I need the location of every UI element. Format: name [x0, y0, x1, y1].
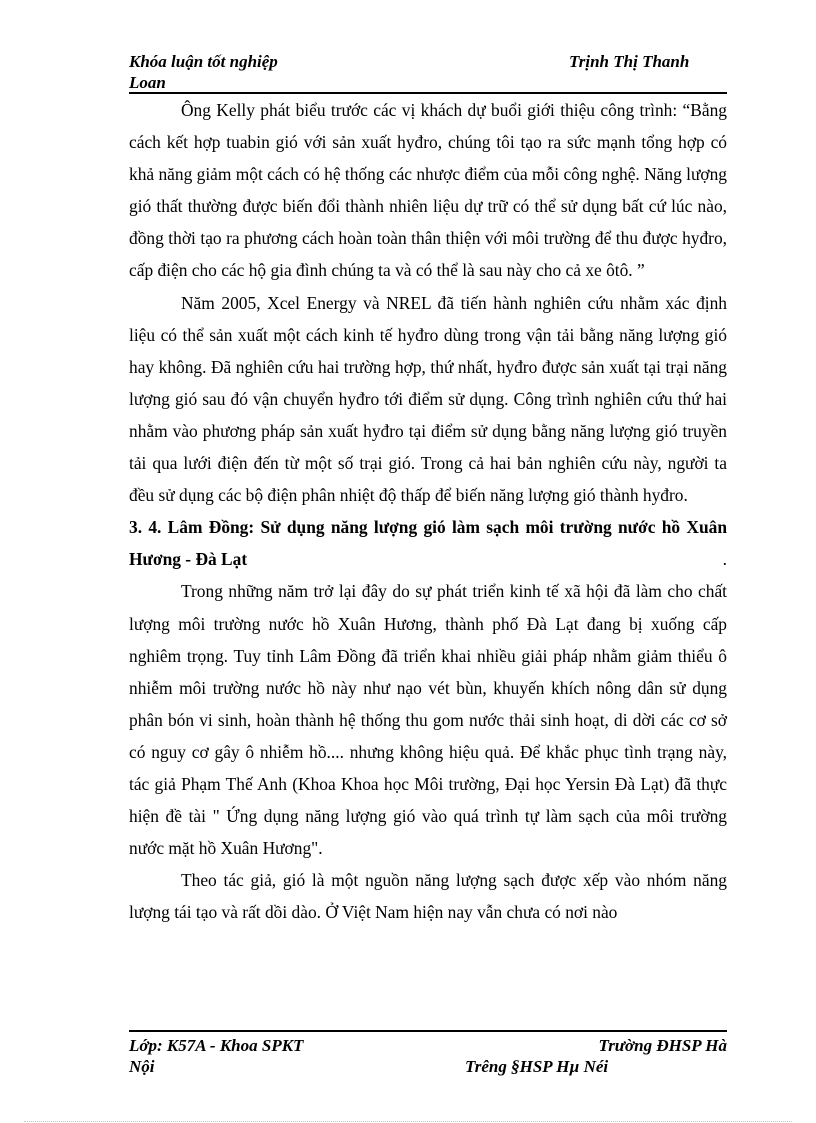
document-body [129, 94, 727, 928]
page-bottom-dotted-line [24, 1121, 792, 1122]
header-title: Khóa luận tốt nghiệp [129, 52, 278, 71]
header-author-continued: Loan [129, 73, 166, 92]
body-paragraph: Năm 2005, Xcel Energy và NREL đã tiến hành nghiên cứu nhằm xác định liệu có thể sản xuất một cách kinh tế hyđro dùng trong vận tải bằng năng lượng gió hay không. Đã nghiên cứu hai trường hợp, thứ nhất, hyđro được sản xuất tại trại năng lượng gió sau đó vận chuyển hyđro tới điểm sử dụng. Công trình nghiên cứu thứ hai nhằm vào phương pháp sản xuất hyđro tại điểm sử dụng bằng năng lượng gió truyền tải qua lưới điện đến từ một số trại gió. Trong cả hai bản nghiên cứu này, người ta đều sử dụng các bộ điện phân nhiệt độ thấp để biến năng lượng gió thành hyđro. [129, 292, 727, 506]
body-paragraph: Theo tác giả, gió là một nguồn năng lượng sạch được xếp vào nhóm năng lượng tái tạo và rất dồi dào. Ở Việt Nam hiện nay vẫn chưa có nơi nào [129, 870, 727, 923]
footer-divider [129, 1030, 727, 1032]
section-heading-tail: . [722, 549, 727, 570]
footer-class: Lớp: K57A - Khoa SPKT [129, 1036, 304, 1055]
page-footer [129, 1034, 727, 1080]
body-paragraph: Ông Kelly phát biểu trước các vị khách dự buổi giới thiệu công trình: “Bằng cách kết hợp tuabin gió với sản xuất hyđro, chúng tôi tạo ra sức mạnh tổng hợp có khả năng giảm một cách có hệ thống các nhược điểm của mỗi công nghệ. Năng lượng gió thất thường được biến đổi thành nhiên liệu dự trữ có thể sử dụng bất cứ lúc nào, đồng thời tạo ra phương cách hoàn toàn thân thiện với môi trường để thu được hyđro, cấp điện cho các hộ gia đình chúng ta và có thể là sau này cho cả xe ôtô. ” [129, 100, 727, 281]
page-header [129, 48, 727, 94]
section-heading-text: 3. 4. Lâm Đồng: Sử dụng năng lượng gió làm sạch môi trường nước hồ Xuân Hương - Đà Lạt [129, 517, 727, 570]
footer-school-continued: Nội [129, 1057, 155, 1076]
section-heading [129, 511, 727, 575]
header-author: Trịnh Thị Thanh [569, 52, 690, 71]
body-paragraph: Trong những năm trở lại đây do sự phát triển kinh tế xã hội đã làm cho chất lượng môi trường nước hồ Xuân Hương, thành phố Đà Lạt đang bị xuống cấp nghiêm trọng. Tuy tỉnh Lâm Đồng đã triển khai nhiều giải pháp nhằm giảm thiểu ô nhiễm môi trường nước hồ này như nạo vét bùn, khuyến khích nông dân sử dụng phân bón vi sinh, hoàn thành hệ thống thu gom nước thải sinh hoạt, di dời các cơ sở có nguy cơ gây ô nhiễm hồ.... nhưng không hiệu quả. Để khắc phục tình trạng này, tác giả Phạm Thế Anh (Khoa Khoa học Môi trường, Đại học Yersin Đà Lạt) đã thực hiện đề tài " Ứng dụng năng lượng gió vào quá trình tự làm sạch của môi trường nước mặt hồ Xuân Hương". [129, 581, 727, 859]
footer-school: Trường ĐHSP Hà [598, 1036, 727, 1055]
footer-school-garbled: Trêng §HSP Hµ Néi [465, 1057, 609, 1076]
